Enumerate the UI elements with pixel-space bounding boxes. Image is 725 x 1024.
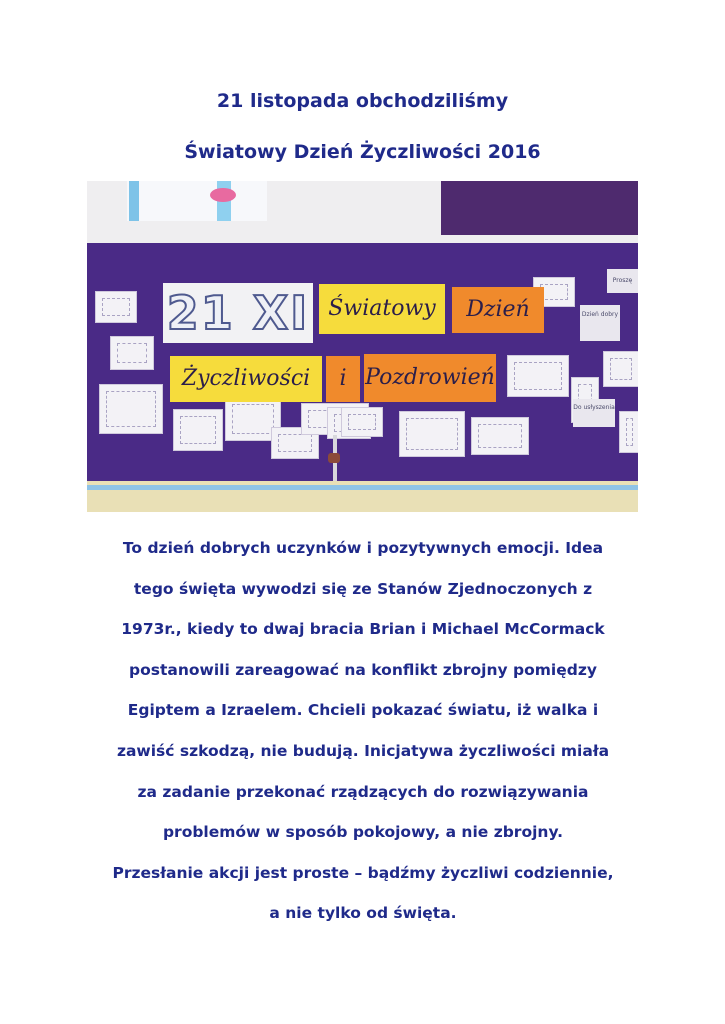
radiator-valve [328, 453, 340, 463]
side-card-label: Proszę [607, 269, 638, 293]
dark-panel [441, 181, 638, 235]
greeting-card [173, 409, 223, 451]
bulletin-board-photo [87, 181, 638, 512]
greeting-card [95, 291, 137, 323]
fish-decoration [210, 188, 236, 202]
banner-word: Pozdrowień [364, 354, 496, 402]
banner-number: 21 XI [163, 283, 313, 343]
body-line: postanowili zareagować na konflikt zbrojny pomiędzy [129, 660, 597, 679]
body-line: tego święta wywodzi się ze Stanów Zjednoczonych z [133, 579, 593, 598]
body-line: zawiść szkodzą, nie budują. Inicjatywa życzliwości miała [116, 741, 610, 760]
greeting-card [110, 336, 154, 370]
page-title-line-2: Światowy Dzień Życzliwości 2016 [184, 141, 541, 163]
greeting-card [99, 384, 163, 434]
banner-word: Światowy [319, 284, 445, 334]
body-line: Egiptem a Izraelem. Chcieli pokazać światu, iż walka i [127, 701, 599, 720]
banner-word: i [326, 356, 360, 402]
greeting-card [619, 411, 638, 453]
body-line: za zadanie przekonać rządzących do rozwiązywania [137, 782, 589, 801]
side-card-label: Dzień dobry [580, 305, 620, 341]
page-title-line-1: 21 listopada obchodziliśmy [216, 90, 509, 112]
body-line: Przesłanie akcji jest proste – bądźmy życzliwi codziennie, [112, 863, 614, 882]
window-frame [129, 181, 139, 221]
banner-word: Dzień [452, 287, 544, 333]
greeting-card [507, 355, 569, 397]
side-card-label: Do usłyszenia [573, 399, 615, 427]
banner-word: Życzliwości [170, 356, 322, 402]
greeting-card [399, 411, 465, 457]
window [127, 181, 267, 221]
greeting-card [341, 407, 383, 437]
body-line: 1973r., kiedy to dwaj bracia Brian i Michael McCormack [121, 620, 605, 639]
body-line: a nie tylko od święta. [269, 904, 457, 923]
body-line: To dzień dobrych uczynków i pozytywnych emocji. Idea [122, 539, 604, 557]
body-line: problemów w sposób pokojowy, a nie zbrojny. [162, 823, 564, 842]
floor-stripe [87, 485, 638, 490]
body-paragraph [78, 528, 648, 934]
greeting-card [603, 351, 638, 387]
greeting-card [471, 417, 529, 455]
